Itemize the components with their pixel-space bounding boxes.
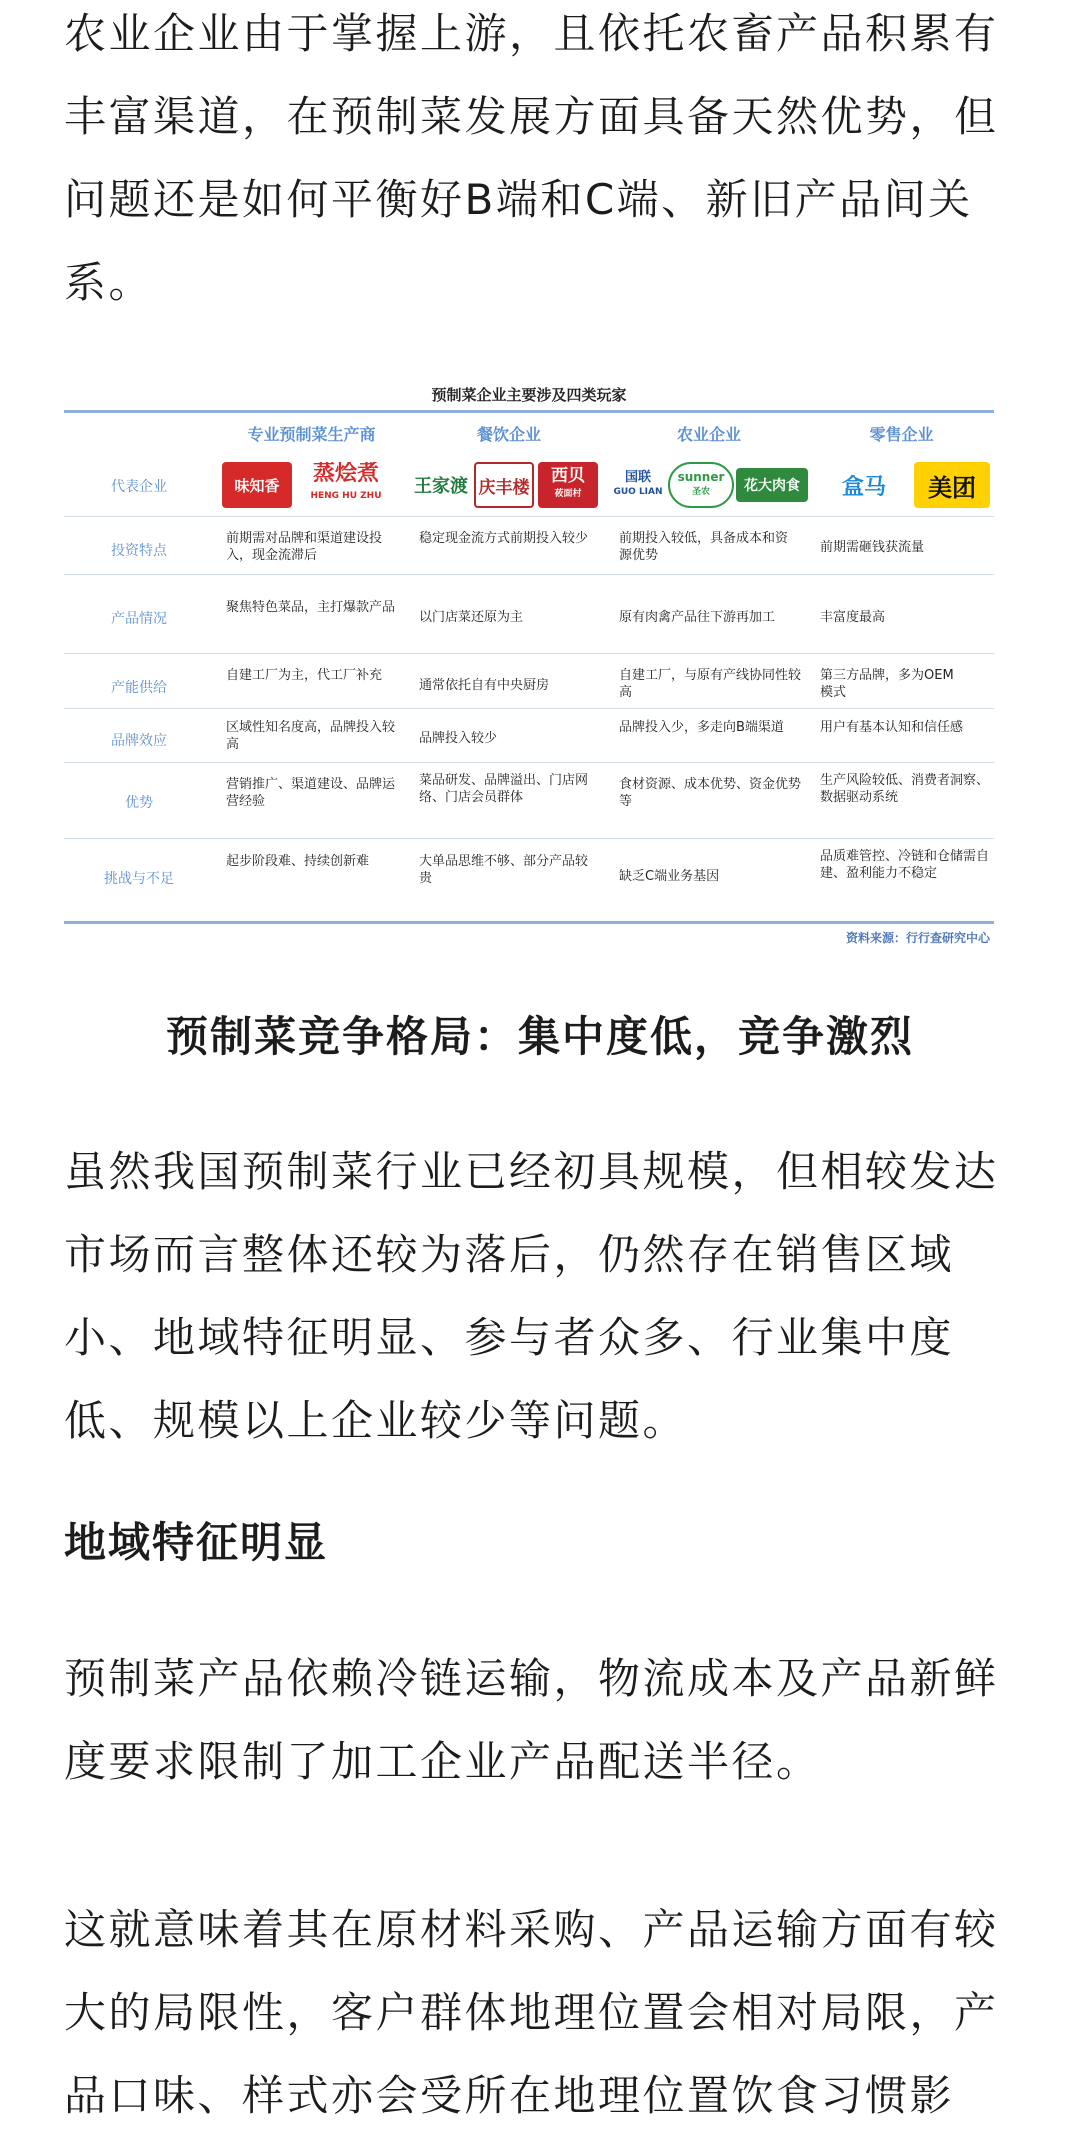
logo-sunner: sunner 圣农 <box>668 462 734 508</box>
row-label-capacity: 产能供给 <box>111 680 167 696</box>
table-cell: 品牌投入少，多走向B端渠道 <box>619 720 784 735</box>
row-label-product: 产品情况 <box>111 611 167 627</box>
paragraph-limitations: 这就意味着其在原材料采购、产品运输方面有较大的局限性，客户群体地理位置会相对局限，产品口味、样式亦会受所在地理位置饮食习惯影 <box>64 1905 999 2120</box>
row-divider <box>64 838 994 839</box>
col-head-specialist: 专业预制菜生产商 <box>247 425 376 444</box>
logo-hema: 盒马 <box>816 462 912 508</box>
table-cell: 前期需对品牌和渠道建设投入，现金流滞后 <box>226 531 383 563</box>
logo-weizhixiang: 味知香 <box>222 462 292 508</box>
row-divider <box>64 516 994 517</box>
row-label-challenges: 挑战与不足 <box>104 871 174 887</box>
row-label-representatives: 代表企业 <box>111 479 167 495</box>
row-divider <box>64 574 994 575</box>
paragraph-cold-chain: 预制菜产品依赖冷链运输，物流成本及产品新鲜度要求限制了加工企业产品配送半径。 <box>64 1654 999 1786</box>
row-divider <box>64 762 994 763</box>
players-table-figure <box>64 378 994 950</box>
logo-xibei: 西贝 莜面村 <box>538 462 598 508</box>
row-divider <box>64 708 994 709</box>
table-cell: 自建工厂，与原有产线协同性较高 <box>619 668 802 700</box>
table-cell: 缺乏C端业务基因 <box>619 869 720 884</box>
table-top-rule <box>64 410 994 413</box>
logo-wangjiadu: 王家渡 <box>410 462 472 508</box>
table-cell: 丰富度最高 <box>820 610 886 625</box>
table-cell: 用户有基本认知和信任感 <box>820 720 964 735</box>
row-divider <box>64 653 994 654</box>
table-cell: 通常依托自有中央厨房 <box>419 678 550 693</box>
row-label-brand: 品牌效应 <box>111 733 167 749</box>
table-cell: 食材资源、成本优势、资金优势等 <box>619 777 802 809</box>
figure-title: 预制菜企业主要涉及四类玩家 <box>431 386 627 404</box>
logo-guolian: 国联 GUO LIAN <box>610 462 666 508</box>
table-cell: 大单品思维不够、部分产品较贵 <box>419 854 589 886</box>
logo-huada: 花大肉食 <box>736 468 808 502</box>
table-bottom-rule <box>64 921 994 924</box>
logo-qingfenglou: 庆丰楼 <box>474 462 534 508</box>
table-cell: 聚焦特色菜品，主打爆款产品 <box>226 600 396 615</box>
col-head-agriculture: 农业企业 <box>676 425 741 444</box>
table-cell: 品牌投入较少 <box>419 731 498 746</box>
table-cell: 品质难管控、冷链和仓储需自建、盈利能力不稳定 <box>820 849 990 881</box>
table-cell: 营销推广、渠道建设、品牌运营经验 <box>226 777 396 809</box>
table-cell: 第三方品牌，多为OEM 模式 <box>820 668 954 700</box>
table-cell: 原有肉禽产品往下游再加工 <box>619 610 776 625</box>
subsection-title: 地域特征明显 <box>64 1518 329 1567</box>
row-label-advantage: 优势 <box>125 795 153 811</box>
table-cell: 自建工厂为主，代工厂补充 <box>226 668 383 683</box>
row-label-investment: 投资特点 <box>111 543 167 559</box>
section-title: 预制菜竞争格局：集中度低，竞争激烈 <box>165 1012 914 1061</box>
table-cell: 以门店菜还原为主 <box>419 610 524 625</box>
table-cell: 区域性知名度高，品牌投入较高 <box>226 720 396 752</box>
col-head-catering: 餐饮企业 <box>476 425 541 444</box>
col-head-retail: 零售企业 <box>869 425 934 444</box>
table-cell: 前期需砸钱获流量 <box>820 540 925 555</box>
table-cell: 生产风险较低、消费者洞察、数据驱动系统 <box>820 773 990 805</box>
logo-meituan: 美团 <box>914 462 990 508</box>
table-cell: 起步阶段难、持续创新难 <box>226 854 370 869</box>
table-cell: 菜品研发、品牌溢出、门店网络、门店会员群体 <box>419 773 589 805</box>
paragraph-market-overview: 虽然我国预制菜行业已经初具规模，但相较发达市场而言整体还较为落后，仍然存在销售区域小、地域特征明显、参与者众多、行业集中度低、规模以上企业较少等问题。 <box>64 1147 999 1445</box>
intro-paragraph: 农业企业由于掌握上游，且依托农畜产品积累有丰富渠道，在预制菜发展方面具备天然优势，但问题还是如何平衡好B端和C端、新旧产品间关系。 <box>64 9 999 307</box>
table-cell: 稳定现金流方式前期投入较少 <box>419 531 589 546</box>
table-cell: 前期投入较低，具备成本和资源优势 <box>619 531 789 563</box>
logo-zhenghuizhu: 蒸烩煮 HENG HU ZHU <box>294 462 398 508</box>
figure-source: 资料来源：行行查研究中心 <box>845 931 990 945</box>
